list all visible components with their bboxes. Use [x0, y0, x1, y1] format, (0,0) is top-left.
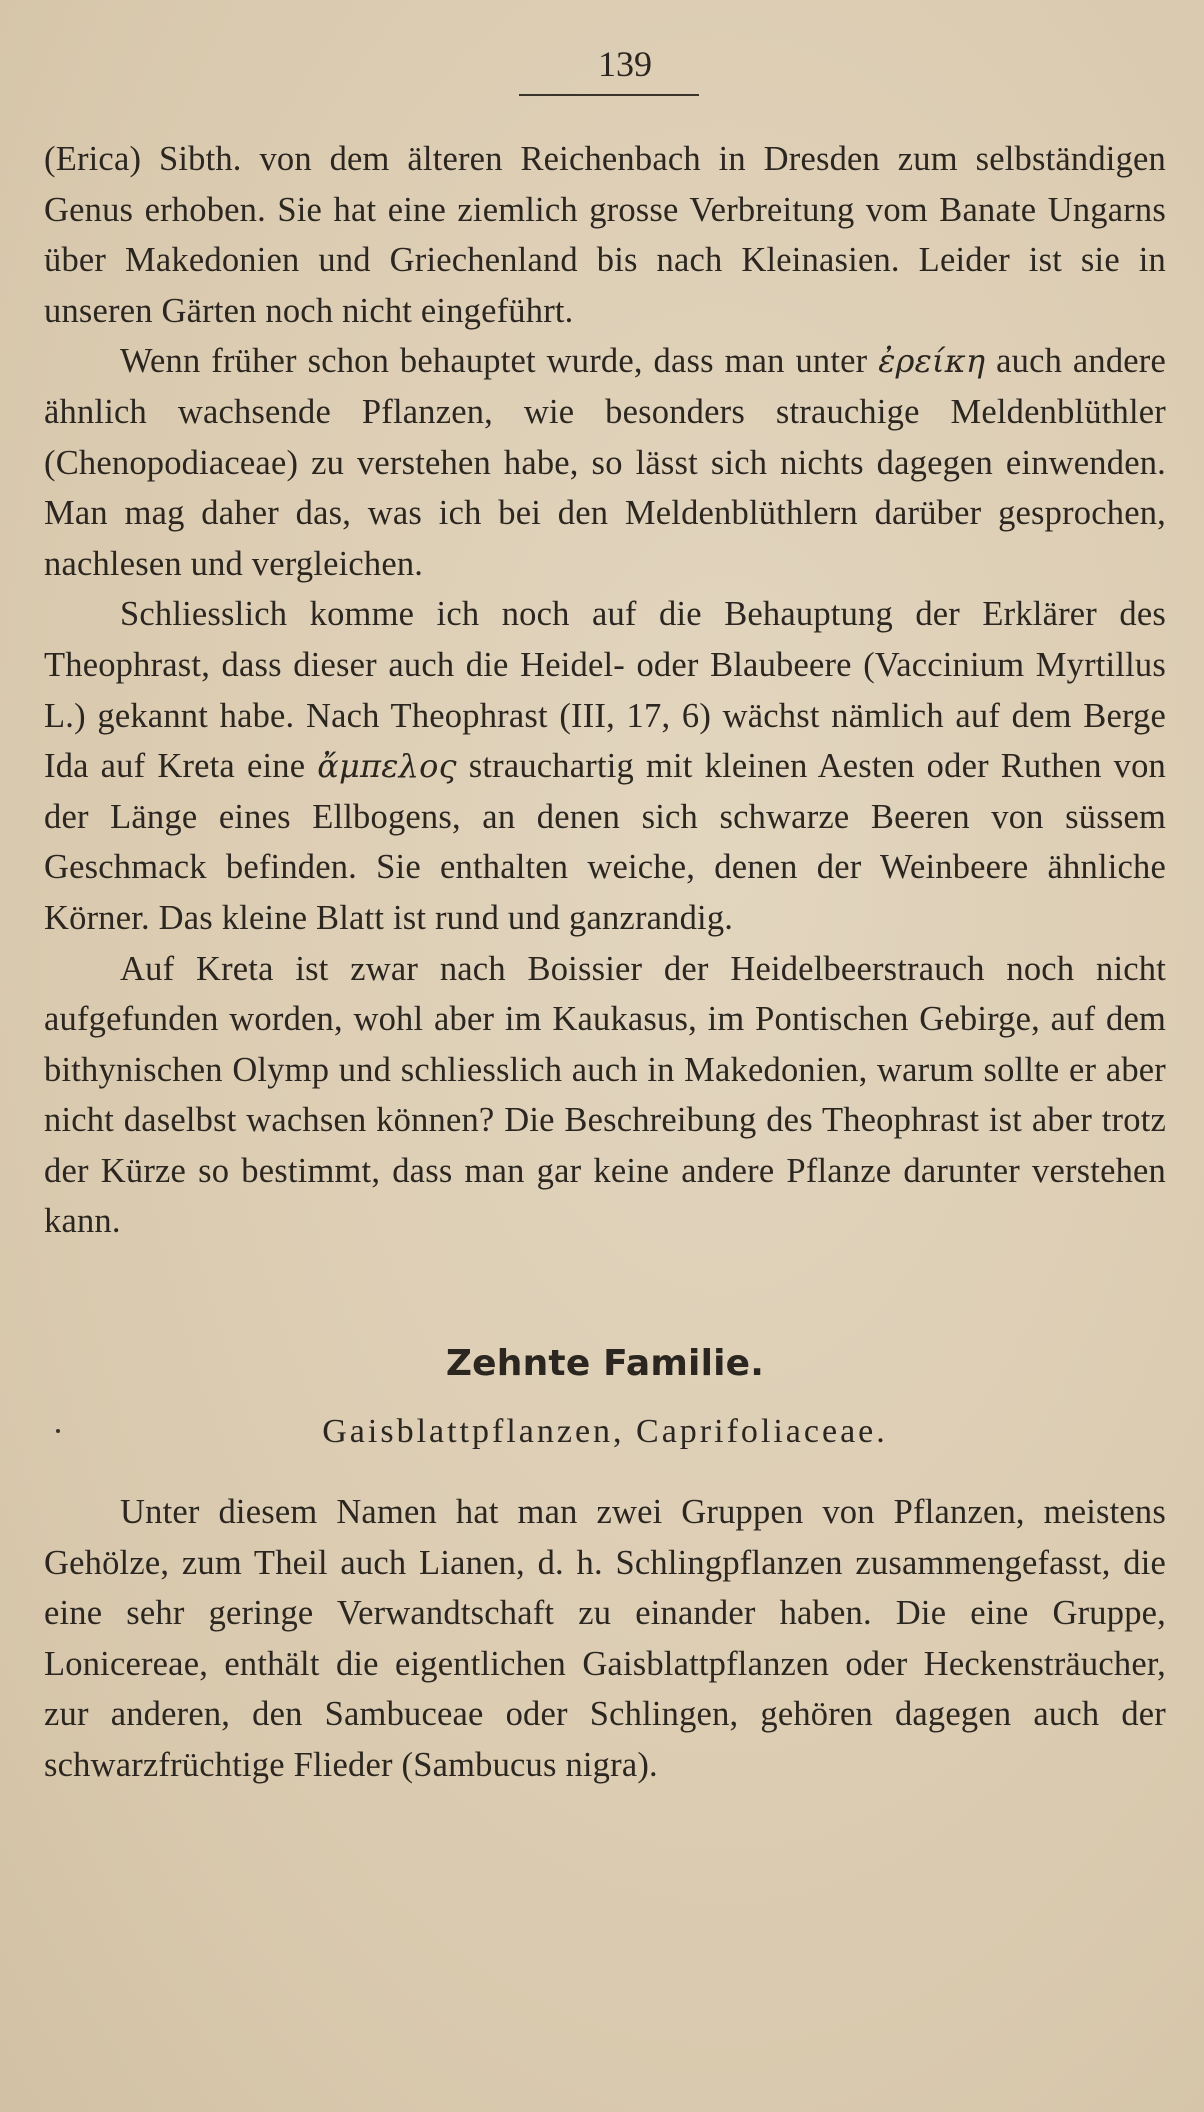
greek-word-ampelos: ἄμπελος: [317, 747, 457, 786]
paragraph-3-text-a: Schliesslich komme ich noch auf die Behauptung der Erklärer des Theophrast, dass dieser auch die Heidel- oder Blaubeere (Vaccinium Myrtillus L.) gekannt habe. Nach Theophrast (III, 17, 6) wächst nämlich auf dem Berge Ida auf Kreta eine: [44, 595, 1166, 786]
paragraph-3-text-b: strauchartig mit kleinen Aesten oder Ruthen von der Länge eines Ellbogens, an denen sich schwarze Beeren von süssem Geschmack befinden. Sie enthalten weiche, denen der Weinbeere ähnliche Körner. Das kleine Blatt ist rund und ganzrandig.: [44, 747, 1167, 937]
paragraph-2-text-a: Wenn früher schon behauptet wurde, dass man unter: [120, 342, 879, 381]
header-rule: [519, 94, 699, 96]
book-page: [44, 40, 1166, 1791]
section-subtitle: Gaisblattpflanzen, Caprifoliaceae.: [322, 1413, 888, 1451]
stray-dot-mark: [56, 1429, 60, 1433]
greek-word-ereike: ἐρείκη: [878, 342, 986, 381]
paragraph-1: (Erica) Sibth. von dem älteren Reichenbach in Dresden zum selbständigen Genus erhoben. Sie hat eine ziemlich grosse Verbreitung vom Banate Ungarns über Makedonien und Griechenland bis nach Kleinasien. Leider ist sie in unseren Gärten noch nicht eingeführt.: [44, 140, 1166, 330]
body-text: [44, 134, 1166, 1791]
section-gap: [44, 1247, 1166, 1339]
paragraph-2-text-b: auch andere ähnlich wachsende Pflanzen, wie besonders strauchige Meldenblüthler (Chenopodiaceae) zu verstehen habe, so lässt sich nichts dagegen einwenden. Man mag daher das, was ich bei den Meldenblüthlern darüber gesprochen, nachlesen und vergleichen.: [44, 342, 1167, 583]
paragraph-4: Auf Kreta ist zwar nach Boissier der Heidelbeerstrauch noch nicht aufgefunden worden, wohl aber im Kaukasus, im Pontischen Gebirge, auf dem bithynischen Olymp und schliesslich auch in Makedonien, warum sollte er aber nicht daselbst wachsen können? Die Beschreibung des Theophrast ist aber trotz der Kürze so bestimmt, dass man gar keine andere Pflanze darunter verstehen kann.: [44, 949, 1166, 1241]
paragraph-5: Unter diesem Namen hat man zwei Gruppen von Pflanzen, meistens Gehölze, zum Theil auch Lianen, d. h. Schlingpflanzen zusammengefasst, die eine sehr geringe Verwandtschaft zu einander haben. Die eine Gruppe, Lonicereae, enthält die eigentlichen Gaisblattpflanzen oder Heckensträucher, zur anderen, den Sambuceae oder Schlingen, gehören dagegen auch der schwarzfrüchtige Flieder (Sambucus nigra).: [44, 1493, 1166, 1785]
section-title: Zehnte Familie.: [445, 1343, 765, 1385]
page-number: 139: [598, 44, 652, 84]
section-subtitle-wrap: [44, 1407, 1166, 1457]
paragraph-3: [44, 589, 1166, 943]
paragraph-2: [44, 336, 1166, 589]
